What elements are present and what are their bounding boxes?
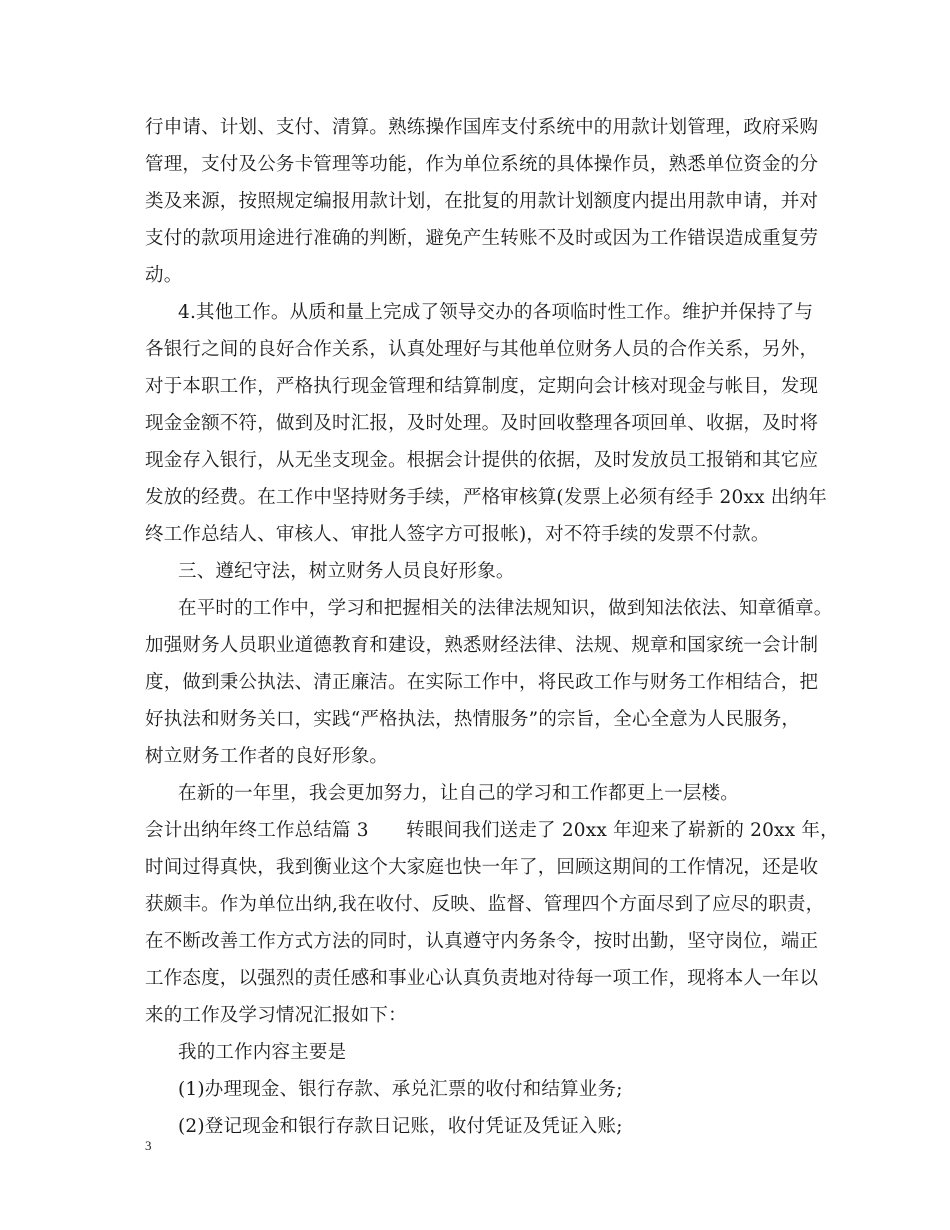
text-line: 在不断改善工作方式方法的同时，认真遵守内务条令，按时出勤，坚守岗位，端正 [145,931,819,952]
text-line: 度，做到秉公执法、清正廉洁。在实际工作中，将民政工作与财务工作相结合，把 [145,672,819,693]
text-line: 管理，支付及公务卡管理等功能，作为单位系统的具体操作员，熟悉单位资金的分 [145,154,819,175]
list-item: (2)登记现金和银行存款日记账，收付凭证及凭证入账; [178,1116,623,1137]
section-heading: 三、遵纪守法，树立财务人员良好形象。 [178,561,515,582]
text-line: 好执法和财务关口，实践“严格执法，热情服务”的宗旨，全心全意为人民服务， [145,709,801,730]
text-line: 现金金额不符，做到及时汇报，及时处理。及时回收整理各项回单、收据，及时将 [145,413,819,434]
text-line: 行申请、计划、支付、清算。熟练操作国库支付系统中的用款计划管理，政府采购 [145,117,819,138]
page-number: 3 [145,1138,152,1153]
text-line: 支付的款项用途进行准确的判断，避免产生转账不及时或因为工作错误造成重复劳 [145,228,819,249]
text-line: 4.其他工作。从质和量上完成了领导交办的各项临时性工作。维护并保持了与 [178,302,814,323]
text-line: 来的工作及学习情况汇报如下： [145,1005,407,1026]
list-item: (1)办理现金、银行存款、承兑汇票的收付和结算业务; [178,1079,623,1100]
text-line: 在平时的工作中，学习和把握相关的法律法规知识，做到知法依法、知章循章。 [178,598,833,619]
text-line: 终工作总结人、审核人、审批人签字方可报帐)，对不符手续的发票不付款。 [145,524,770,545]
text-line: 树立财务工作者的良好形象。 [145,746,389,767]
text-line: 获颇丰。作为单位出纳,我在收付、反映、监督、管理四个方面尽到了应尽的职责， [145,894,825,915]
text-line: 现金存入银行，从无坐支现金。根据会计提供的依据，及时发放员工报销和其它应 [145,450,819,471]
text-line: 加强财务人员职业道德教育和建设，熟悉财经法律、法规、规章和国家统一会计制 [145,635,819,656]
text-line: 发放的经费。在工作中坚持财务手续，严格审核算(发票上必须有经手 20xx 出纳年 [145,487,827,508]
text-line: 各银行之间的良好合作关系，认真处理好与其他单位财务人员的合作关系，另外， [145,339,819,360]
text-line: 在新的一年里，我会更加努力，让自己的学习和工作都更上一层楼。 [178,783,740,804]
text-line: 对于本职工作，严格执行现金管理和结算制度，定期向会计核对现金与帐目，发现 [145,376,819,397]
text-line: 我的工作内容主要是 [178,1042,347,1063]
text-line: 时间过得真快，我到衡业这个大家庭也快一年了，回顾这期间的工作情况，还是收 [145,857,819,878]
text-line: 会计出纳年终工作总结篇 3 转眼间我们送走了 20xx 年迎来了崭新的 20xx 年， [145,820,839,841]
text-line: 工作态度，以强烈的责任感和事业心认真负责地对待每一项工作，现将本人一年以 [145,968,819,989]
text-line: 动。 [145,265,183,286]
text-line: 类及来源，按照规定编报用款计划，在批复的用款计划额度内提出用款申请，并对 [145,191,819,212]
